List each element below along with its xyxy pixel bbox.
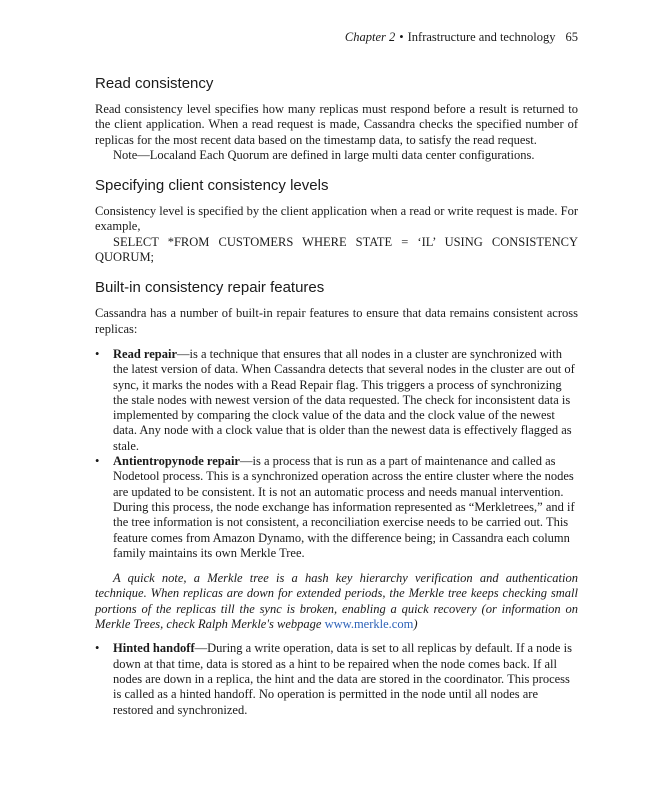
list-item-read-repair [95,347,578,454]
heading-specifying-consistency: Specifying client consistency levels [95,177,329,195]
running-header [95,28,578,46]
paragraph-note: Note—Localand Each Quorum are defined in large multi data center configurations. [113,147,535,162]
code-example: SELECT *FROM CUSTOMERS WHERE STATE = ‘IL’ USING CONSISTENCY QUORUM; [95,234,578,265]
chapter-label: Chapter 2 [344,30,396,44]
note-text: A quick note, a Merkle tree is a hash key hierarchy verification and authentication technique. When replicas are down for extended periods, the Merkle tree keeps checking small portions of the replicas till the sync is broken, enabling a quick recovery (or information on Merkle Trees, check Ralph Merkle's webpage [95,571,578,632]
definition: —During a write operation, data is set to all replicas by default. If a node is down at that time, data is stored as a hint to be repaired when the node comes back. If all nodes are down in a replica, the hint and the data are stored in the coordinator. This process is called as a hinted handoff. No operation is permitted in the node until all nodes are restored and synchronized. [113,641,572,717]
paragraph: Consistency level is specified by the client application when a read or write request is made. For example, [95,204,578,234]
heading-repair-features: Built-in consistency repair features [95,279,325,297]
bullet-icon: • [95,454,100,469]
note-close: ) [413,617,418,632]
list-item-hinted-handoff [95,641,578,717]
list-item-antientropy-repair [95,454,578,561]
page [95,28,578,731]
term: Hinted handoff [113,641,195,656]
chapter-title: Infrastructure and technology [407,30,556,44]
term: Antientropynode repair [113,454,240,469]
definition: —is a technique that ensures that all nodes in a cluster are synchronized with the latest version of data. When Cassandra detects that several nodes in the cluster are out of sync, it marks the nodes with a Read Repair flag. This triggers a process of synchronizing the stale nodes with newest version of the data requested. The check for inconsistent data is implemented by comparing the clock value of the data and the clock value of the newest data. Any node with a clock value that is older than the newest data is effectively flagged as stale. [113,346,575,453]
section-specifying-consistency [95,176,578,265]
bullet-icon: • [95,346,100,361]
merkle-note [95,571,578,632]
definition: —is a process that is run as a part of maintenance and called as Nodetool process. This is a synchronized operation across the entire cluster where the nodes are updated to be consistent. It is not an automatic process and needs manual intervention. During this process, the node exchange has information represented as “Merkletrees,” and if the tree information is not consistent, a reconciliation exercise needs to be carried out. This feature comes from Amazon Dynamo, with the difference being; in Cassandra each column family maintains its own Merkle Tree. [113,454,575,560]
section-repair-features [95,278,578,717]
page-number: 65 [565,30,578,44]
term: Read repair [113,346,177,361]
bullet-separator: • [399,30,404,44]
paragraph-intro: Cassandra has a number of built-in repair features to ensure that data remains consistent across replicas: [95,306,578,336]
merkle-link[interactable]: www.merkle.com [324,617,414,632]
repair-feature-list-continued [95,641,578,717]
repair-feature-list [95,347,578,561]
bullet-icon: • [95,641,100,656]
paragraph: Read consistency level specifies how many replicas must respond before a result is returned to the client application. When a read request is made, Cassandra checks the specified number of replicas for the most recent data based on the timestamp data, to satisfy the read request. [95,102,578,147]
heading-read-consistency: Read consistency [95,75,214,92]
section-read-consistency [95,74,578,163]
